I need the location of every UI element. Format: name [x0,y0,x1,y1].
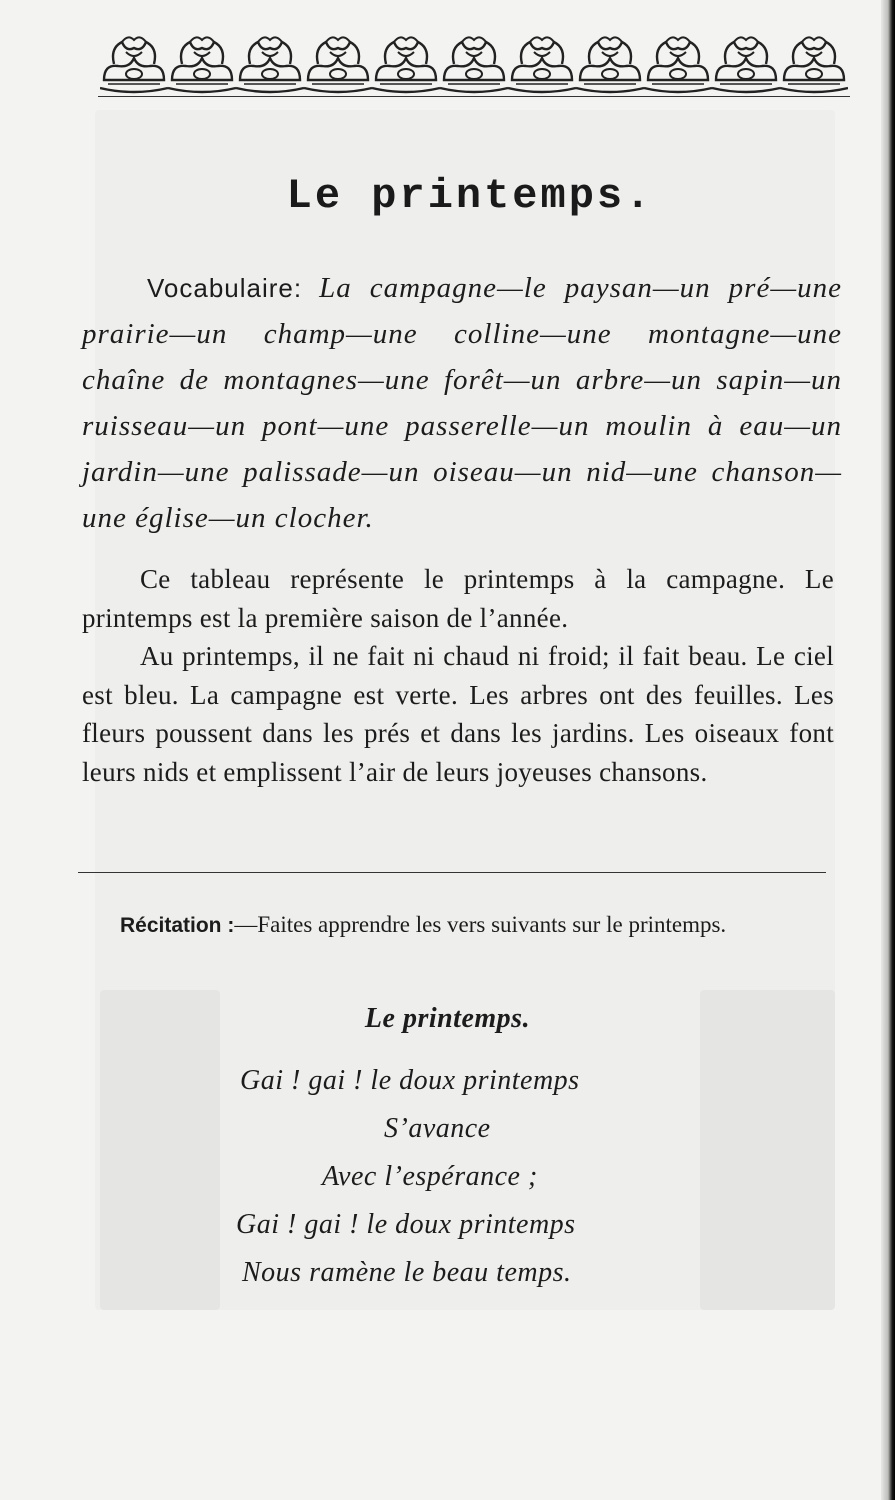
paragraph-1: Ce tableau représente le printemps à la campagne. Le printemps est la première saison de l’année. [82,564,834,633]
recitation-instruction [78,910,826,941]
poem-line: Gai ! gai ! le doux printemps [240,1065,580,1096]
page-title: Le printemps. [286,172,654,220]
poem-title: Le printemps. [364,1003,531,1034]
floral-border-ornament [100,30,848,96]
poem-line: Gai ! gai ! le doux printemps [236,1209,576,1240]
lesson-text [82,560,834,791]
vocabulary-label: Vocabulaire: [147,273,303,303]
recitation-label: Récitation : [120,914,235,937]
poem-line: Avec l’espérance ; [322,1161,538,1192]
ornament-underline [98,96,850,97]
recitation-text: —Faites apprendre les vers suivants sur le printemps. [234,912,727,937]
poem-line: Nous ramène le beau temps. [242,1257,572,1288]
section-divider [78,872,826,873]
vocabulary-block [82,265,842,541]
vocabulary-words: La campagne—le paysan—un pré—une prairie—un champ—une colline—une montagne—une chaîne de montagnes—une forêt—un arbre—un sapin—un ruisseau—un pont—une passerelle—un moulin à eau—un jardin—une palissade—un oiseau—un nid—une chanson—une église—un clocher. [82,272,842,534]
page-edge [881,0,895,1500]
paragraph-2: Au printemps, il ne fait ni chaud ni froid; il fait beau. Le ciel est bleu. La campagne est verte. Les arbres ont des feuilles. Les fleurs poussent dans les prés et dans les jardins. Les oiseaux font leurs nids et emplissent l’air de leurs joyeuses chansons. [82,641,834,787]
poem-line: S’avance [384,1113,491,1144]
